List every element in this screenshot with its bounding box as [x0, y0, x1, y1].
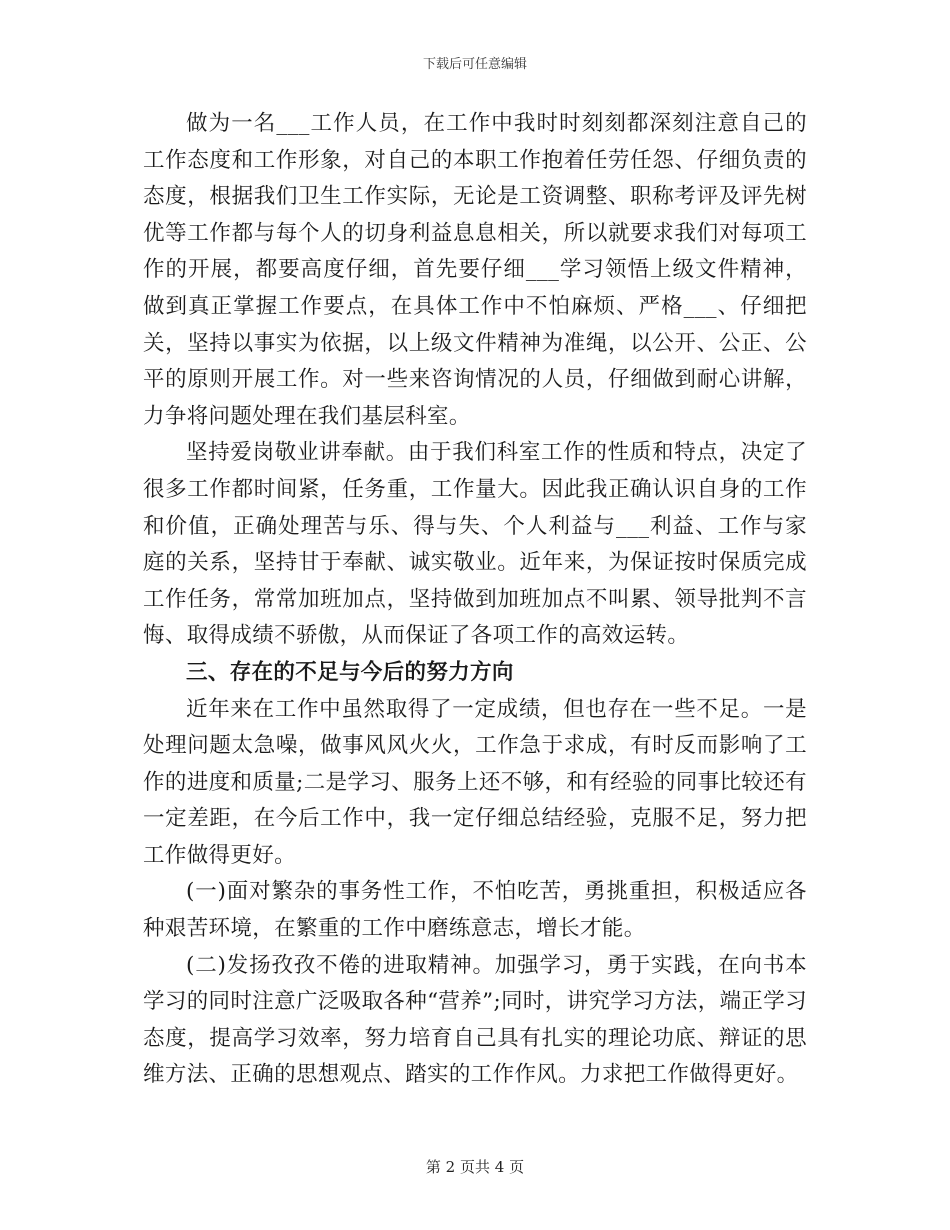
section-heading: 三、存在的不足与今后的努力方向 [186, 659, 514, 685]
paragraph-shortcomings: 近年来在工作中虽然取得了一定成绩，但也存在一些不足。一是处理问题太急噪，做事风风火火，工作急于求成，有时反而影响了工作的进度和质量;二是学习、服务上还不够，和有经验的同事比较还有一定差距，在今后工作中，我一定仔细总结经验，克服不足，努力把工作做得更好。 [143, 696, 807, 868]
page-number: 第 2 页共 4 页 [425, 1158, 525, 1176]
paragraph-point-one: (一)面对繁杂的事务性工作，不怕吃苦，勇挑重担，积极适应各种艰苦环境，在繁重的工作中磨练意志，增长才能。 [143, 879, 807, 942]
paragraph-point-two: (二)发扬孜孜不倦的进取精神。加强学习，勇于实践，在向书本学习的同时注意广泛吸取各种“营养”;同时，讲究学习方法，端正学习态度，提高学习效率，努力培育自己具有扎实的理论功底、辩证的思维方法、正确的思想观点、踏实的工作作风。力求把工作做得更好。 [143, 952, 807, 1088]
document-body [143, 106, 807, 1094]
paragraph-work-attitude: 做为一名___工作人员，在工作中我时时刻刻都深刻注意自己的工作态度和工作形象，对自己的本职工作抱着任劳任怨、仔细负责的态度，根据我们卫生工作实际，无论是工资调整、职称考评及评先树优等工作都与每个人的切身利益息息相关，所以就要求我们对每项工作的开展，都要高度仔细，首先要仔细___学习领悟上级文件精神，做到真正掌握工作要点，在具体工作中不怕麻烦、严格___、仔细把关，坚持以事实为依据，以上级文件精神为准绳，以公开、公正、公平的原则开展工作。对一些来咨询情况的人员，仔细做到耐心讲解，力争将问题处理在我们基层科室。 [143, 111, 807, 429]
paragraph-dedication: 坚持爱岗敬业讲奉献。由于我们科室工作的性质和特点，决定了很多工作都时间紧，任务重，工作量大。因此我正确认识自身的工作和价值，正确处理苦与乐、得与失、个人利益与___利益、工作与家庭的关系，坚持甘于奉献、诚实敬业。近年来，为保证按时保质完成工作任务，常常加班加点，坚持做到加班加点不叫累、领导批判不言悔、取得成绩不骄傲，从而保证了各项工作的高效运转。 [143, 440, 807, 649]
page-header-note: 下载后可任意编辑 [422, 57, 527, 72]
